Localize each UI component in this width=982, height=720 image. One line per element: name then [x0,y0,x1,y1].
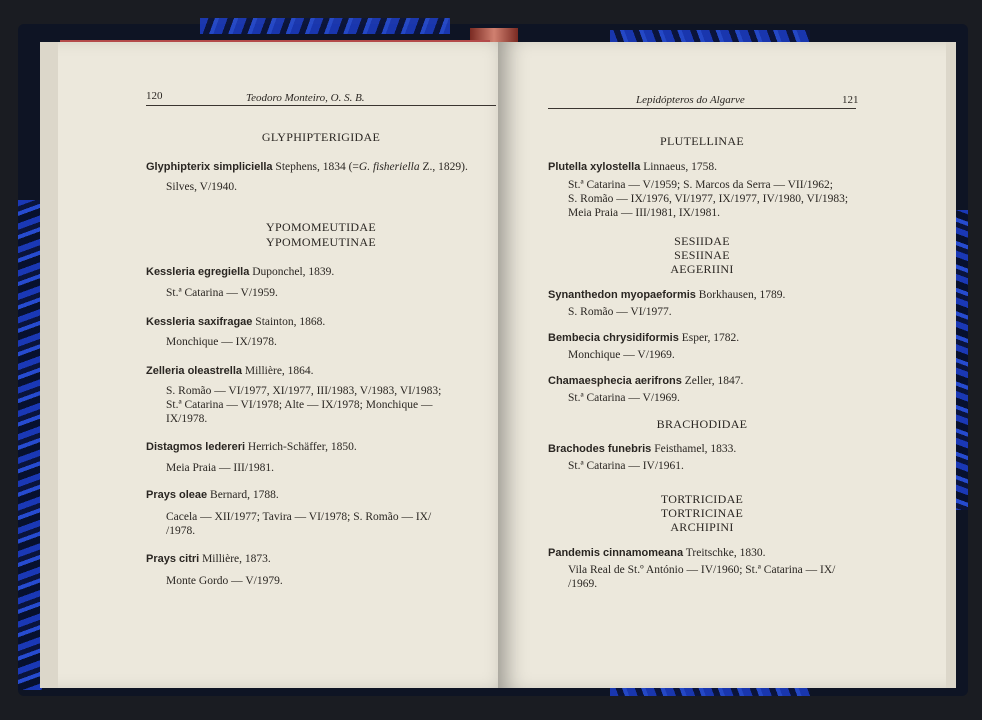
running-head: Lepidópteros do Algarve [636,94,745,106]
species-name: Chamaesphecia aerifrons [548,375,682,387]
species-entry [548,374,743,388]
subfamily-heading: PLUTELLINAE [660,134,744,148]
species-entry [146,315,325,329]
locality-text: St.ª Catarina — V/1959; S. Marcos da Serra — VII/1962; [568,179,833,191]
locality-text: S. Romão — VI/1977, XI/1977, III/1983, V/1983, VI/1983; [166,385,442,397]
species-author: Millière, 1864. [244,365,314,377]
species-entry [146,265,334,279]
family-heading: GLYPHIPTERIGIDAE [261,130,381,144]
page-number: 121 [842,94,859,106]
species-entry [146,364,314,378]
species-name: Glyphipterix simpliciella [146,161,273,173]
species-entry [146,488,279,502]
species-author: Stainton, 1868. [255,316,326,328]
subfamily-heading: YPOMOMEUTINAE [266,235,376,249]
cover-marbled-pattern [200,18,450,34]
locality-text: St.ª Catarina — V/1959. [166,287,278,299]
header-rule [548,108,856,109]
page-number: 120 [146,90,163,102]
species-author: Stephens, 1834 (= [275,161,359,173]
header-rule [146,105,496,106]
species-entry [146,440,357,454]
species-entry [548,288,785,302]
species-author: Esper, 1782. [681,332,740,344]
locality-text: /1978. [166,525,196,537]
species-author-rest: Z., 1829). [422,161,468,173]
locality-text: St.ª Catarina — VI/1978; Alte — IX/1978; Monchique — [166,399,433,411]
species-entry [146,160,468,174]
tribe-heading: AEGERIINI [670,262,734,276]
locality-text: S. Romão — VI/1977. [568,306,672,318]
subfamily-heading: TORTRICINAE [660,506,744,520]
species-name: Kessleria saxifragae [146,316,253,328]
species-author: Herrich-Schäffer, 1850. [247,441,357,453]
locality-text: St.ª Catarina — V/1969. [568,392,680,404]
species-name: Kessleria egregiella [146,266,250,278]
species-name: Prays oleae [146,489,208,501]
subfamily-heading: SESIINAE [674,248,730,262]
tribe-heading: ARCHIPINI [670,520,734,534]
left-page [40,42,516,688]
locality-text: Meia Praia — III/1981, IX/1981. [568,207,721,219]
species-author: Bernard, 1788. [210,489,279,501]
species-author: Zeller, 1847. [684,375,744,387]
locality-text: Meia Praia — III/1981. [166,462,274,474]
species-name: Zelleria oleastrella [146,365,242,377]
running-head: Teodoro Monteiro, O. S. B. [246,92,365,104]
species-author: Borkhausen, 1789. [698,289,786,301]
species-author: Duponchel, 1839. [252,266,335,278]
species-name: Pandemis cinnamomeana [548,547,684,559]
locality-text: Monchique — IX/1978. [166,336,277,348]
species-entry [146,552,271,566]
species-name: Synanthedon myopaeformis [548,289,696,301]
species-author: Millière, 1873. [202,553,271,565]
species-author: Treitschke, 1830. [685,547,766,559]
locality-text: Monte Gordo — V/1979. [166,575,283,587]
locality-text: Vila Real de St.º António — IV/1960; St.ª Catarina — IX/ [568,564,836,576]
locality-text: /1969. [568,578,598,590]
species-name: Plutella xylostella [548,161,641,173]
species-entry [548,546,766,560]
species-name: Bembecia chrysidiformis [548,332,679,344]
family-heading: TORTRICIDAE [660,492,744,506]
species-name: Distagmos ledereri [146,441,246,453]
cover-marbled-pattern [18,200,42,690]
species-entry [548,160,717,174]
species-author: Feisthamel, 1833. [654,443,737,455]
family-heading: BRACHODIDAE [656,417,748,431]
locality-text: St.ª Catarina — IV/1961. [568,460,684,472]
locality-text: S. Romão — IX/1976, VI/1977, IX/1977, IV/1980, VI/1983; [568,193,849,205]
family-heading: SESIIDAE [674,234,730,248]
species-entry [548,331,739,345]
locality-text: Silves, V/1940. [166,181,238,193]
species-name: Brachodes funebris [548,443,652,455]
locality-text: Cacela — XII/1977; Tavira — VI/1978; S. Romão — IX/ [166,511,432,523]
family-heading: YPOMOMEUTIDAE [266,220,376,234]
synonym: G. fisheriella [358,161,420,173]
locality-text: IX/1978. [166,413,208,425]
species-name: Prays citri [146,553,200,565]
species-author: Linnaeus, 1758. [643,161,717,173]
locality-text: Monchique — V/1969. [568,349,675,361]
species-entry [548,442,736,456]
right-page [498,42,956,688]
